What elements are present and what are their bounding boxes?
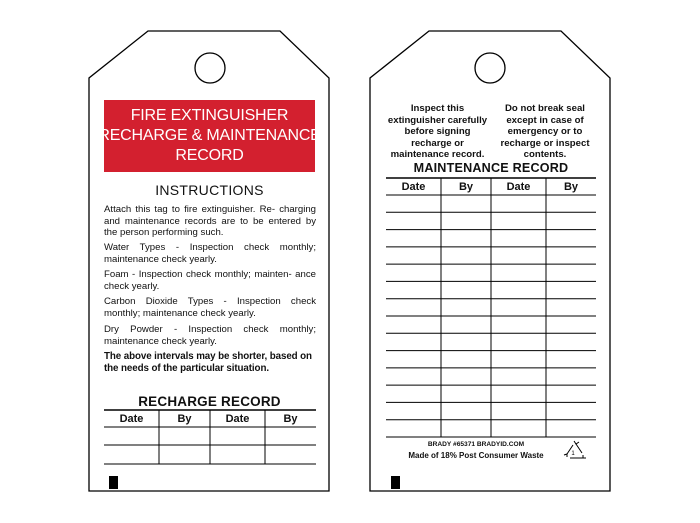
column-header-date: Date	[225, 413, 250, 425]
seal-note: Do not break seal except in case of emergency or to recharge or inspect contents.	[500, 103, 590, 160]
back-tag-border	[370, 31, 610, 491]
instructions-title: INSTRUCTIONS	[155, 182, 264, 198]
corner-mark	[391, 476, 400, 489]
front-tag-hole	[195, 53, 225, 83]
instruction-paragraph: Dry Powder - Inspection check monthly; maintenance check yearly.	[104, 324, 316, 347]
banner-line-2: RECHARGE & MAINTENANCE	[98, 127, 321, 144]
column-header-by: By	[177, 413, 192, 425]
column-header-by: By	[458, 181, 474, 193]
maintenance-record-title: MAINTENANCE RECORD	[413, 161, 569, 175]
banner-line-1: FIRE EXTINGUISHER	[130, 107, 289, 124]
column-header-date: Date	[119, 413, 144, 425]
instruction-paragraph: Carbon Dioxide Types - Inspection check monthly; maintenance check yearly.	[104, 296, 316, 319]
corner-mark	[109, 476, 118, 489]
back-tag-hole	[475, 53, 505, 83]
instruction-paragraph: Water Types - Inspection check monthly; maintenance check yearly.	[104, 242, 316, 265]
brand-footer: BRADY #65371 BRADYID.COM	[427, 441, 525, 448]
title-banner	[98, 100, 321, 172]
column-header-date: Date	[506, 181, 531, 193]
banner-line-3: RECORD	[175, 147, 244, 164]
inspect-note: Inspect this extinguisher carefully before signing recharge or maintenance record.	[387, 103, 488, 160]
instruction-paragraph: Attach this tag to fire extinguisher. Re- charging and maintenance records are to be entered by the person performing such.	[104, 204, 316, 239]
column-header-by: By	[563, 181, 579, 193]
column-header-date: Date	[401, 181, 426, 193]
column-header-by: By	[283, 413, 298, 425]
instruction-paragraph: Foam - Inspection check monthly; mainten- ance check yearly.	[104, 269, 316, 292]
recharge-record-title: RECHARGE RECORD	[138, 394, 281, 409]
interval-note: The above intervals may be shorter, based on the needs of the particular situation.	[104, 351, 312, 374]
svg-text:1: 1	[571, 451, 575, 457]
recycled-note: Made of 18% Post Consumer Waste	[408, 451, 544, 460]
